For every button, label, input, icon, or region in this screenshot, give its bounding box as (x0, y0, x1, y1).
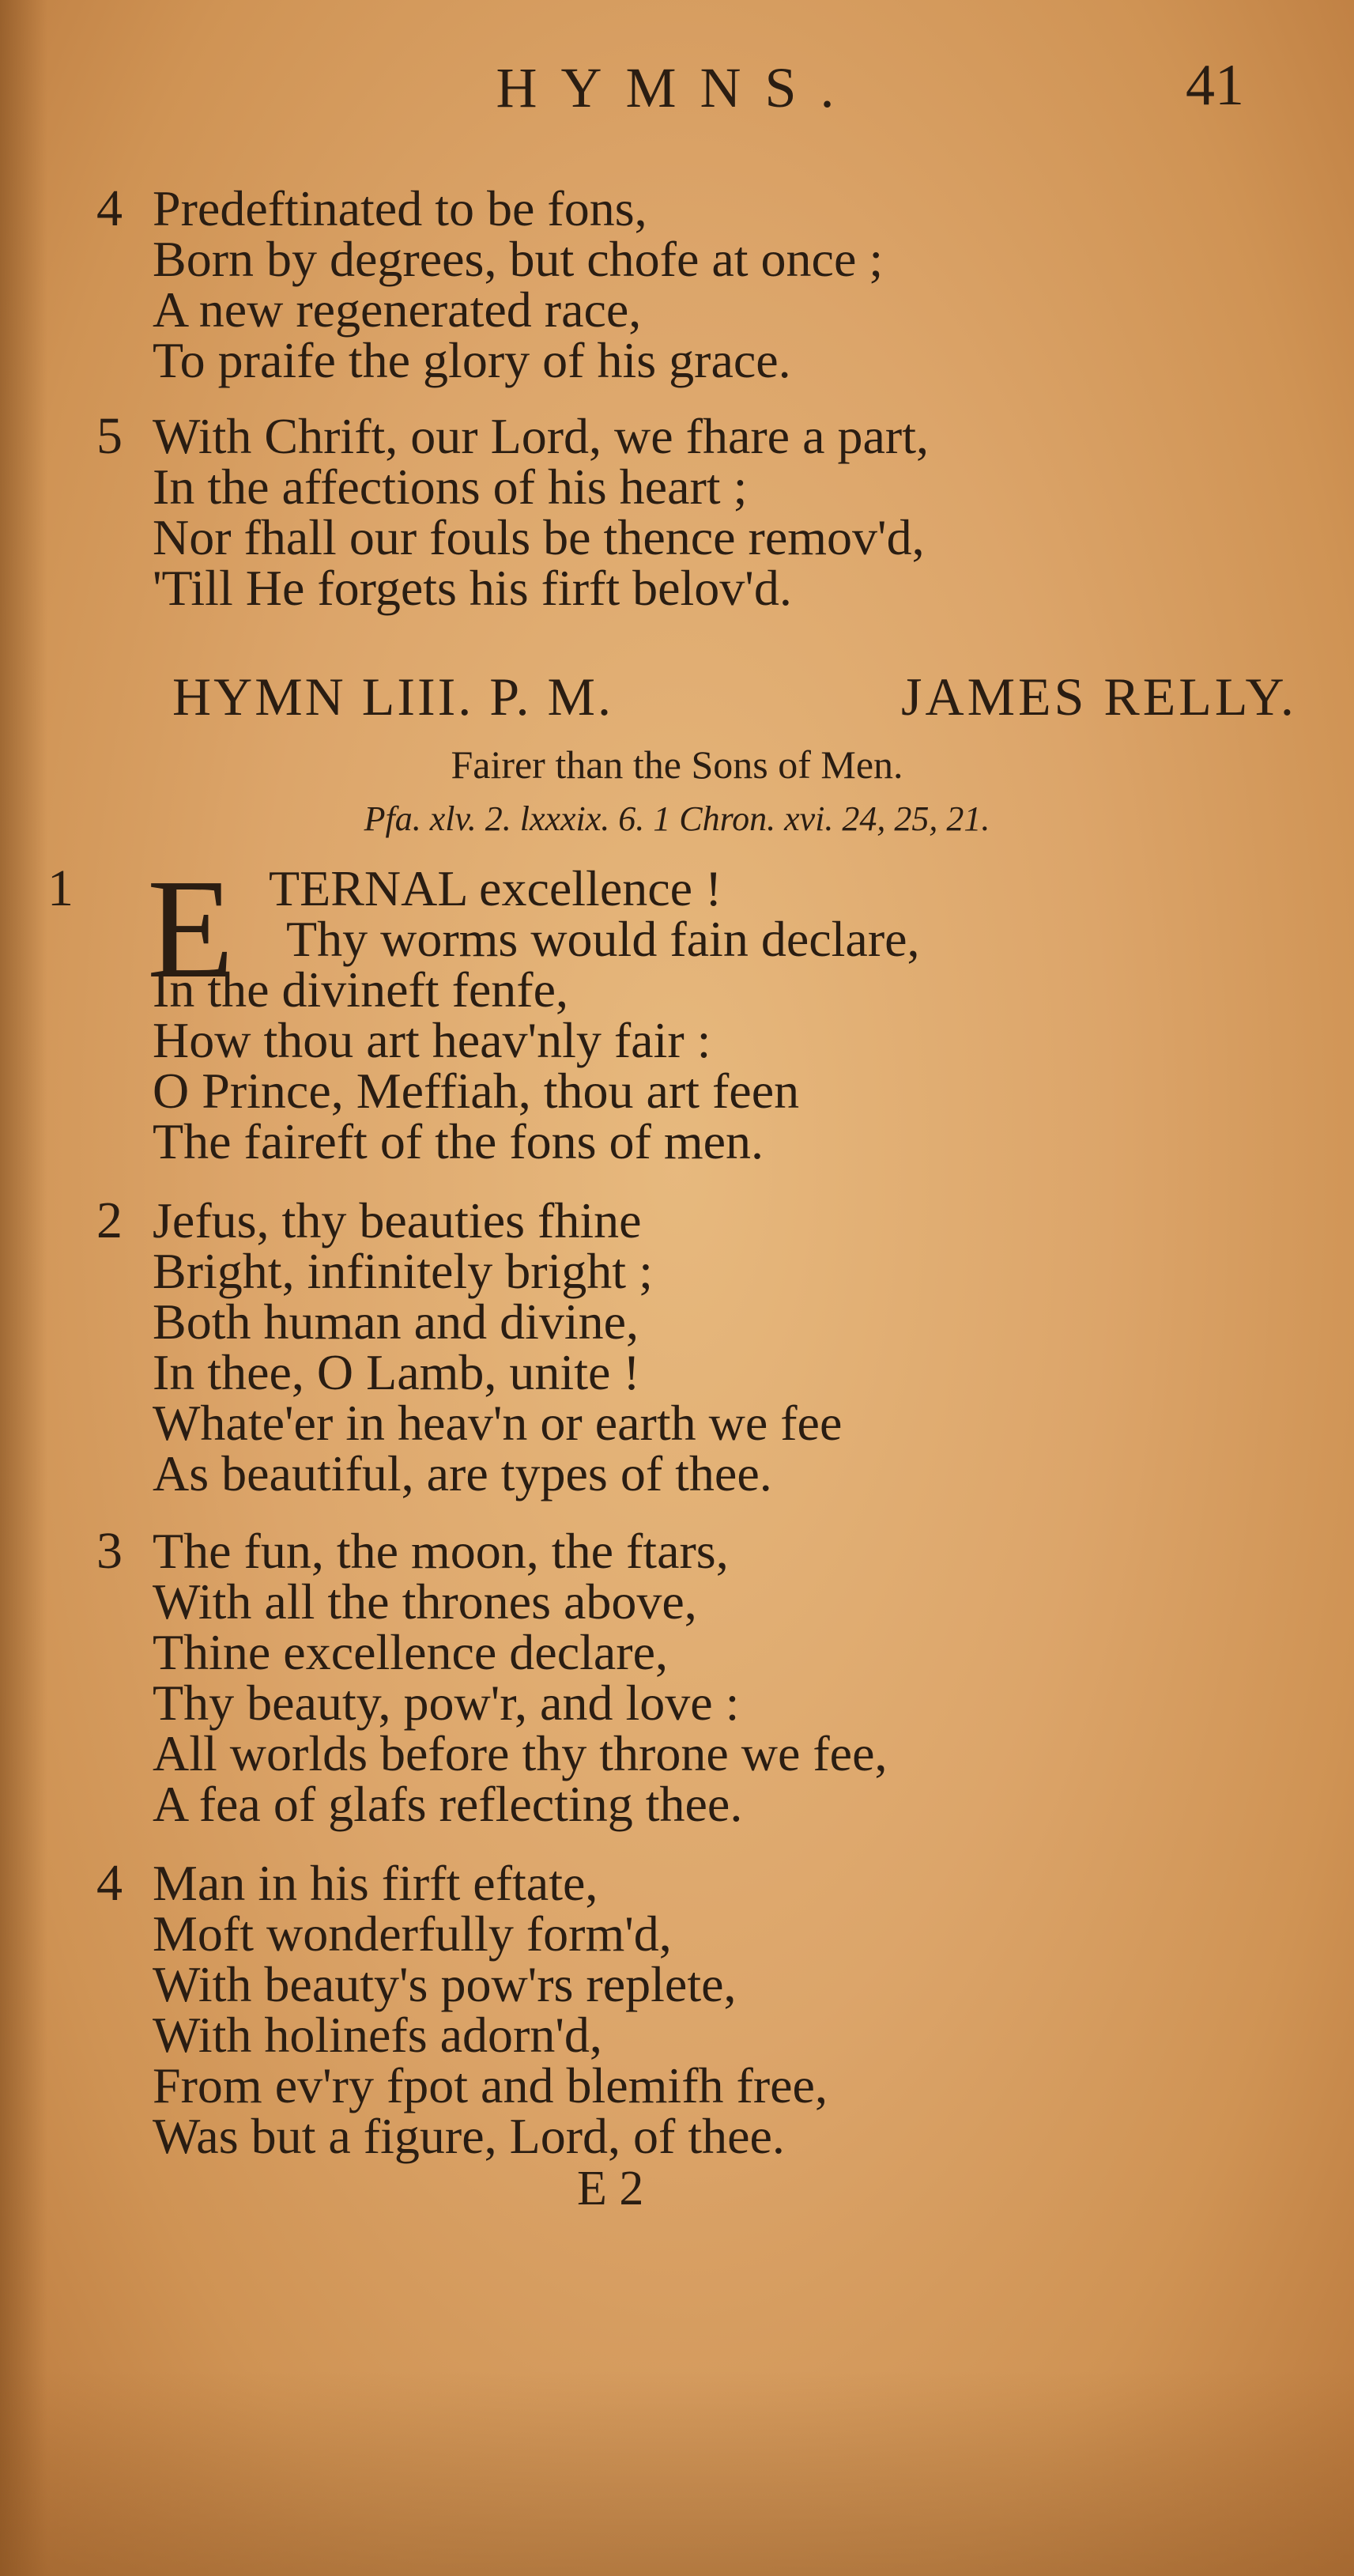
verse-line: Jefus, thy beauties fhine (153, 1192, 642, 1248)
verse-number: 5 (96, 407, 123, 465)
verse-line: Thy worms would fain declare, (286, 911, 920, 967)
verse-line: Bright, infinitely bright ; (153, 1243, 653, 1299)
verse-line: In the divineft fenfe, (153, 961, 568, 1018)
verse-number: 2 (96, 1192, 123, 1249)
verse-line: To praife the glory of his grace. (153, 332, 791, 388)
verse-line: The fun, the moon, the ftars, (153, 1523, 729, 1579)
verse-line: The faireft of the fons of men. (153, 1113, 764, 1169)
verse-line: A fea of glafs reflecting thee. (153, 1776, 743, 1832)
verse-line: In thee, O Lamb, unite ! (153, 1344, 640, 1400)
verse-number: 3 (96, 1522, 123, 1580)
verse-line: With all the thrones above, (153, 1573, 697, 1630)
verse-line: Born by degrees, but chofe at once ; (153, 231, 884, 287)
verse-line: Whate'er in heav'n or earth we fee (153, 1395, 843, 1451)
signature-mark: E 2 (577, 2162, 644, 2215)
hymn-subtitle: Fairer than the Sons of Men. (451, 742, 903, 787)
verse-line: Man in his firft eftate, (153, 1855, 598, 1911)
verse-line: Predeftinated to be fons, (153, 180, 647, 236)
page-number: 41 (1186, 53, 1244, 118)
verse-number: 1 (47, 859, 74, 917)
scripture-references: Pfa. xlv. 2. lxxxix. 6. 1 Chron. xvi. 24, 25, 21. (364, 799, 990, 838)
verse-line: O Prince, Meffiah, thou art feen (153, 1063, 800, 1119)
verse-line: As beautiful, are types of thee. (153, 1445, 772, 1501)
verse-line: Both human and divine, (153, 1294, 639, 1350)
verse-line: With Chrift, our Lord, we fhare a part, (153, 408, 929, 464)
verse-number: 4 (96, 1854, 123, 1912)
drop-cap: E (147, 850, 234, 1007)
verse-line: Was but a figure, Lord, of thee. (153, 2108, 785, 2164)
verse-line: Thine excellence declare, (153, 1624, 668, 1680)
page-shadow-bottom (0, 2370, 1354, 2576)
verse-line: Moft wonderfully form'd, (153, 1906, 672, 1962)
verse-line: Thy beauty, pow'r, and love : (153, 1675, 740, 1731)
verse-line: Nor fhall our fouls be thence remov'd, (153, 509, 925, 565)
hymn-author: JAMES RELLY. (901, 667, 1297, 727)
verse-number: 4 (96, 179, 123, 237)
verse-line: With beauty's pow'rs replete, (153, 1956, 737, 2012)
verse-line: From ev'ry fpot and blemifh free, (153, 2057, 828, 2113)
hymn-title: HYMN LIII. P. M. (172, 667, 613, 727)
verse-line: All worlds before thy throne we fee, (153, 1725, 888, 1781)
verse-line: TERNAL excellence ! (269, 860, 722, 916)
verse-line: With holinefs adorn'd, (153, 2007, 602, 2063)
page-shadow-left (0, 0, 47, 2576)
verse-line: A new regenerated race, (153, 281, 642, 338)
verse-line: 'Till He forgets his firft belov'd. (153, 560, 792, 616)
running-head: HYMNS. (496, 56, 858, 119)
verse-line: How thou art heav'nly fair : (153, 1012, 711, 1068)
verse-line: In the affections of his heart ; (153, 459, 748, 515)
